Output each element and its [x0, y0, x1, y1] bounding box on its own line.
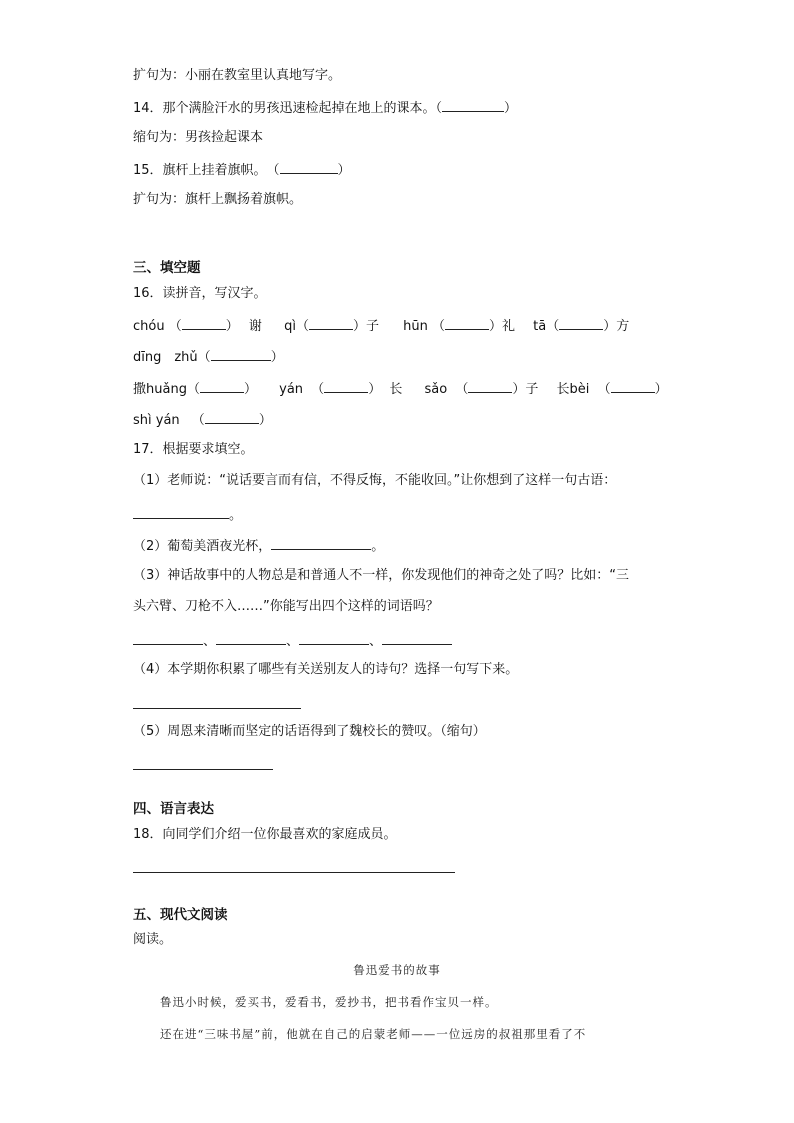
- q13-expand-answer: 扩句为：小丽在教室里认真地写字。: [133, 68, 342, 83]
- char-li: 礼: [502, 319, 516, 334]
- q17-sub-4: （4）本学期你积累了哪些有关送别友人的诗句？选择一句写下来。: [133, 662, 519, 677]
- q15-expand-answer: 扩句为：旗杆上飘扬着旗帜。: [133, 192, 303, 207]
- q17-answer-3b[interactable]: [216, 631, 286, 645]
- pinyin-yan: yán: [279, 382, 304, 397]
- q16-blank-5[interactable]: [211, 347, 271, 361]
- section-3-title: 三、填空题: [133, 260, 201, 276]
- char-chang-1: 长: [389, 382, 403, 397]
- q16-blank-10[interactable]: [205, 410, 259, 424]
- q14-question: [133, 98, 517, 118]
- char-chang-2: 长: [556, 382, 570, 397]
- q17-answer-3a[interactable]: [133, 631, 203, 645]
- q15-close: ）: [337, 163, 351, 178]
- q17-answer-5[interactable]: [133, 769, 273, 770]
- pinyin-ta: tā: [533, 319, 547, 334]
- q17-sub-3-answers: 、 、 、: [133, 631, 452, 651]
- q16-blank-2[interactable]: [309, 316, 353, 330]
- q16-row-2: dīng zhǔ（ ）: [133, 347, 284, 367]
- q18-question: 18．向同学们介绍一位你最喜欢的家庭成员。: [133, 827, 397, 842]
- q17-answer-2[interactable]: [271, 536, 371, 550]
- q16-blank-1[interactable]: [182, 316, 226, 330]
- pinyin-qi: qì: [284, 319, 296, 334]
- pinyin-shi-yan: shì yán: [133, 413, 180, 428]
- char-fang: 方: [616, 319, 630, 334]
- q16-row-4: shì yán （ ）: [133, 410, 272, 430]
- reading-title: 鲁迅爱书的故事: [353, 963, 441, 977]
- reading-paragraph-1: 鲁迅小时候，爱买书，爱看书，爱抄书，把书看作宝贝一样。: [160, 995, 498, 1009]
- q14-text: 14．那个满脸汗水的男孩迅速检起掉在地上的课本。（: [133, 101, 443, 116]
- q16-blank-6[interactable]: [200, 379, 244, 393]
- q17-sub-3-line-1: （3）神话故事中的人物总是和普通人不一样，你发现他们的神奇之处了吗？比如：“三: [133, 568, 630, 583]
- q16-blank-3[interactable]: [445, 316, 489, 330]
- q16-blank-7[interactable]: [324, 379, 368, 393]
- char-zi-2: 子: [525, 382, 539, 397]
- q15-question: [133, 160, 351, 180]
- q18-answer[interactable]: [133, 872, 455, 873]
- q16-row-3: 撒huǎng（ ） yán （ ） 长 sǎo （ ）子 长bèi （ ）: [133, 379, 668, 399]
- q16-title: 16．读拼音，写汉字。: [133, 286, 267, 301]
- q17-sub-2: （2）葡萄美酒夜光杯， 。: [133, 536, 384, 556]
- q17-answer-3d[interactable]: [382, 631, 452, 645]
- q14-close: ）: [504, 101, 518, 116]
- pinyin-chou: chóu: [133, 319, 165, 334]
- q16-blank-9[interactable]: [611, 379, 655, 393]
- reading-paragraph-2: 还在进“三味书屋”前，他就在自己的启蒙老师——一位远房的叔祖那里看了不: [160, 1027, 587, 1041]
- q16-blank-8[interactable]: [468, 379, 512, 393]
- q17-answer-4[interactable]: [133, 708, 301, 709]
- q16-blank-4[interactable]: [559, 316, 603, 330]
- q17-sub-3-line-2: 头六臂、刀枪不入……”你能写出四个这样的词语吗？: [133, 599, 439, 614]
- q17-answer-1[interactable]: [133, 505, 229, 519]
- q17-sub-1: （1）老师说：“说话要言而有信，不得反悔，不能收回。”让你想到了这样一句古语：: [133, 473, 617, 488]
- pinyin-bei: bèi: [569, 382, 590, 397]
- q15-text: 15．旗杆上挂着旗帜。 （: [133, 163, 280, 178]
- section-5-title: 五、现代文阅读: [133, 907, 228, 923]
- q17-sub-1-answer: 。: [133, 505, 242, 525]
- q16-row-1: chóu （ ） 谢 qì（ ）子 hūn （ ）礼 tā（ ）方: [133, 316, 629, 336]
- char-zi: 子: [365, 319, 379, 334]
- char-xie: 谢: [248, 319, 262, 334]
- q14-blank[interactable]: [442, 98, 504, 112]
- q17-title: 17．根据要求填空。: [133, 442, 254, 457]
- section-4-title: 四、语言表达: [133, 801, 214, 817]
- reading-intro: 阅读。: [133, 932, 173, 947]
- pinyin-huang: huǎng: [146, 382, 187, 397]
- char-sa: 撒: [133, 382, 147, 397]
- pinyin-ding-zhu: dīng zhǔ: [133, 350, 198, 365]
- q15-blank[interactable]: [280, 160, 338, 174]
- pinyin-sao: sǎo: [424, 382, 448, 397]
- pinyin-hun: hūn: [403, 319, 428, 334]
- q14-shrink-answer: 缩句为：男孩捡起课本: [133, 130, 264, 145]
- q17-sub-5: （5）周恩来清晰而坚定的话语得到了魏校长的赞叹。（缩句）: [133, 724, 486, 739]
- q17-answer-3c[interactable]: [299, 631, 369, 645]
